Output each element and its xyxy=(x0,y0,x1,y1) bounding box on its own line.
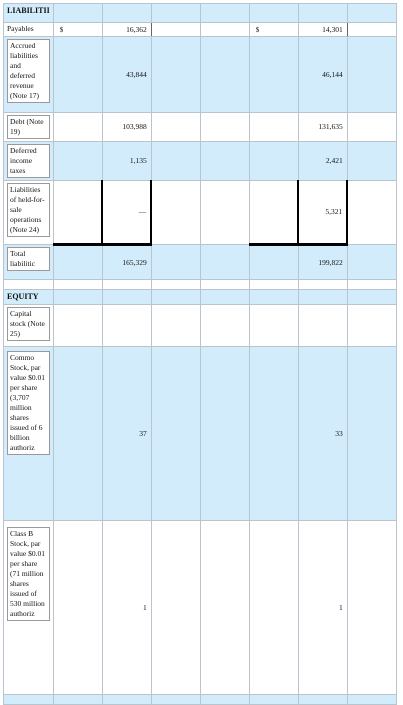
table-row xyxy=(4,305,397,347)
value-debt-col2: 131,635 xyxy=(298,113,347,142)
spacer-row xyxy=(4,280,397,290)
table-row xyxy=(4,521,397,695)
row-label-capital-stock: Capital stock (Note 25) xyxy=(7,307,50,341)
value-payables-col2: 14,301 xyxy=(298,23,347,37)
table-row xyxy=(4,181,397,245)
value-held-for-sale-col2: 5,321 xyxy=(298,181,347,245)
equity-header: EQUITY xyxy=(4,290,54,305)
row-label-payables: Payables xyxy=(4,23,54,37)
equity-header-row xyxy=(4,290,397,305)
row-label-common-stock: Commo Stock, par value $0.01 per share (3,707 million shares issued of 6 billion authoriz xyxy=(7,351,50,455)
balance-sheet-table xyxy=(3,3,397,705)
row-label-total-liabilities: Total liabilitic xyxy=(7,247,50,271)
value-class-b-col1: 1 xyxy=(102,521,151,695)
row-label-class-b-stock: Class B Stock, par value $0.01 per share (71 million shares issued of 530 million authoriz xyxy=(7,527,50,621)
row-label-debt: Debt (Note 19) xyxy=(7,115,50,139)
value-total-liabilities-col2: 199,822 xyxy=(298,245,347,280)
value-accrued-col2: 46,144 xyxy=(298,37,347,113)
value-payables-col1: 16,362 xyxy=(102,23,151,37)
value-common-stock-col1: 37 xyxy=(102,347,151,521)
value-deferred-col1: 1,135 xyxy=(102,142,151,181)
table-row xyxy=(4,347,397,521)
value-common-stock-col2: 33 xyxy=(298,347,347,521)
currency-symbol: $ xyxy=(53,23,102,37)
table-row xyxy=(4,23,397,37)
value-total-liabilities-col1: 165,329 xyxy=(102,245,151,280)
liabilities-header: LIABILITII xyxy=(4,4,54,23)
value-deferred-col2: 2,421 xyxy=(298,142,347,181)
liabilities-header-row xyxy=(4,4,397,23)
value-accrued-col1: 43,844 xyxy=(102,37,151,113)
table-row xyxy=(4,245,397,280)
table-row xyxy=(4,113,397,142)
value-class-b-col2: 1 xyxy=(298,521,347,695)
row-label-accrued: Accrued liabilities and deferred revenue (Note 17) xyxy=(7,39,50,103)
row-label-deferred-income-taxes: Deferred income taxes xyxy=(7,144,50,178)
value-debt-col1: 103,988 xyxy=(102,113,151,142)
row-label-held-for-sale: Liabilities of held-for-sale operations (Note 24) xyxy=(7,183,50,237)
table-row xyxy=(4,142,397,181)
value-held-for-sale-col1: — xyxy=(102,181,151,245)
table-row xyxy=(4,37,397,113)
currency-symbol: $ xyxy=(249,23,298,37)
